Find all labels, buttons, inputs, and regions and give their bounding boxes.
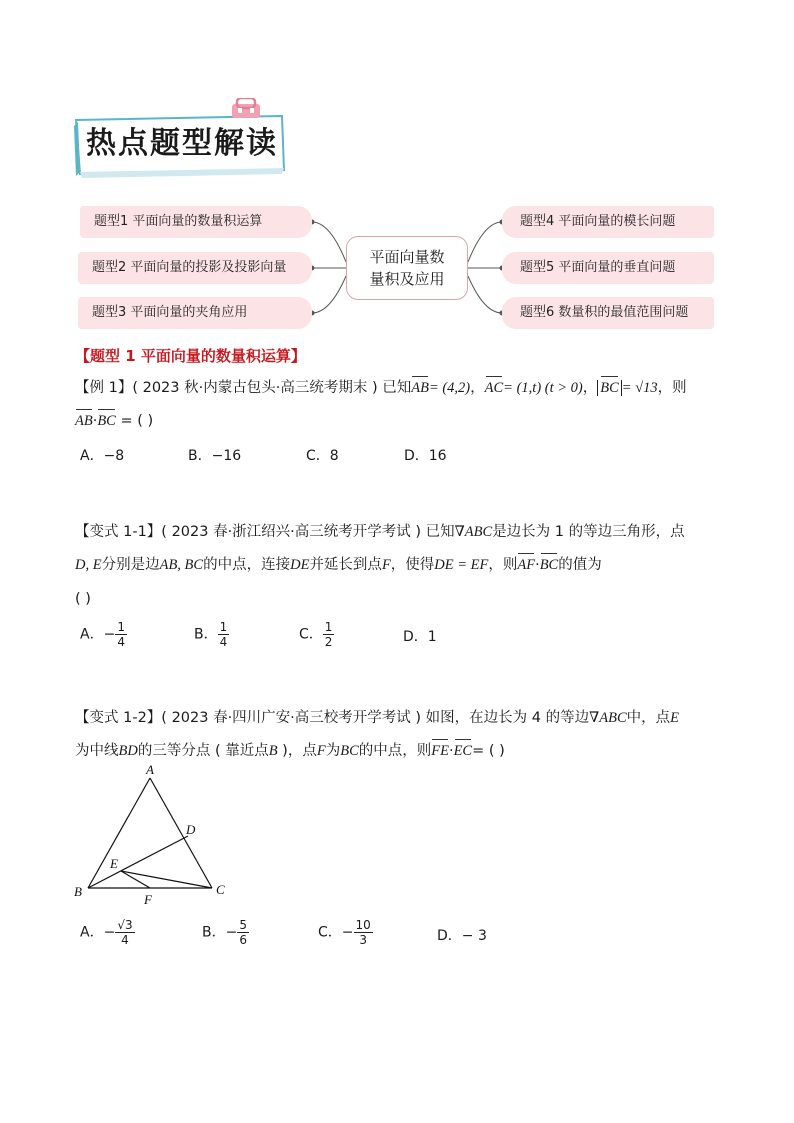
variant-1-1-line-1 <box>75 521 685 543</box>
fraction-a-den: 4 <box>117 635 125 649</box>
fraction-c2-num: 10 <box>355 918 371 932</box>
paperclip-icon <box>228 98 264 124</box>
variant-1-2-option-c <box>318 918 373 947</box>
fraction-b-num: 1 <box>219 620 228 634</box>
variant-1-1-answer-blank: ( ) <box>75 591 91 607</box>
fraction-c-den: 2 <box>324 635 333 649</box>
point-b: B <box>268 743 278 759</box>
label-f: F <box>144 892 152 907</box>
mindmap-topic-4: 题型4 平面向量的模长问题 <box>502 206 714 238</box>
variant-1-1-line-2: D, E分别是边AB, BC的中点，连接DE并延长到点F，使得DE = EF，则AF·BC的值为 <box>75 554 602 576</box>
vector-ec: EC <box>454 740 473 762</box>
example-1-label: 【例 1】 <box>75 380 133 396</box>
fraction-a2-num: √3 <box>117 918 133 932</box>
variant-1-1-text-6: ，则 <box>488 557 518 573</box>
points-d-e: D, E <box>75 557 102 573</box>
variant-1-2-option-a <box>80 918 135 947</box>
example-1-answer-blank: = ( ) <box>120 413 154 429</box>
variant-1-1-option-c <box>299 620 334 649</box>
label-a: A <box>146 762 154 777</box>
fraction-a <box>115 620 127 649</box>
option-b-label: B． <box>194 626 218 643</box>
variant-1-2-text-5: 为 <box>325 743 341 759</box>
fraction-b2-num: 5 <box>239 918 247 932</box>
mindmap-center-line-2: 量积及应用 <box>369 270 445 288</box>
option-c-label: C． <box>299 626 323 643</box>
mindmap-topic-1: 题型1 平面向量的数量积运算 <box>80 206 312 238</box>
variant-1-1-text-5: ，使得 <box>390 557 435 573</box>
fraction-b-2 <box>237 918 249 947</box>
mindmap-center <box>346 236 468 300</box>
example-1-option-a: A．−8 <box>80 448 125 464</box>
example-1-then: ，则 <box>657 380 687 396</box>
example-1-line-1: 【例 1】( 2023 秋·内蒙古包头·高三统考期末 ) 已知AB= (4,2)，AC= (1,t) (t > 0)， BC = √13，则 <box>75 377 687 399</box>
question-vector-ab: AB <box>75 410 93 432</box>
variant-1-2-label: 【变式 1-2】 <box>75 710 162 726</box>
variant-1-2-line-2: 为中线BD的三等分点 ( 靠近点B )，点F为BC的中点，则FE·EC= ( ) <box>75 740 505 762</box>
mindmap-topic-5: 题型5 平面向量的垂直问题 <box>502 252 714 284</box>
vector-ab-value: = (4,2) <box>428 380 471 396</box>
variant-1-2-source: ( 2023 春·四川广安·高三校考开学考试 ) 如图，在边长为 4 的等边 <box>161 710 590 726</box>
fraction-c <box>323 620 335 649</box>
example-1-source: ( 2023 秋·内蒙古包头·高三统考期末 ) 已知 <box>132 380 412 396</box>
variant-1-2-option-b <box>202 918 249 947</box>
mindmap-topic-6: 题型6 数量积的最值范围问题 <box>502 297 714 329</box>
vector-bc-value: = √13 <box>621 380 658 396</box>
variant-1-2-text-1: 中，点 <box>626 710 671 726</box>
fraction-a-2 <box>115 918 134 947</box>
variant-1-2-text-6: 的中点，则 <box>358 743 432 759</box>
triangle-figure <box>68 762 238 910</box>
variant-1-1-option-d: D．1 <box>403 629 437 645</box>
variant-1-2-text-2: 为中线 <box>75 743 119 759</box>
variant-1-2-line-1 <box>75 707 679 729</box>
fraction-c-2 <box>354 918 373 947</box>
triangle-abc: ∇ABC <box>454 524 493 540</box>
variant-1-1-text-1: 是边长为 1 的等边三角形，点 <box>492 524 685 540</box>
side-ac <box>150 778 212 888</box>
variant-1-1-source: ( 2023 春·浙江绍兴·高三统考开学考试 ) 已知 <box>161 524 455 540</box>
fraction-b <box>218 620 230 649</box>
label-d: D <box>186 822 196 837</box>
fraction-a-num: 1 <box>117 620 125 634</box>
fraction-c2-den: 3 <box>359 933 367 947</box>
variant-1-2-text-3: 的三等分点 ( 靠近点 <box>137 743 269 759</box>
variant-1-2-text-4: )，点 <box>277 743 317 759</box>
sides-ab-bc: AB, BC <box>159 557 204 573</box>
point-e: E <box>670 710 679 726</box>
vector-ac: AC <box>485 377 504 399</box>
vector-ac-value: = (1,t) (t > 0) <box>503 380 583 396</box>
point-f: F <box>381 557 391 573</box>
mindmap-center-line-1: 平面向量数 <box>369 248 445 266</box>
segment-bd: BD <box>118 743 138 759</box>
variant-1-1-option-b <box>194 620 229 649</box>
variant-1-1-text-3: 的中点，连接 <box>203 557 291 573</box>
option-c-label-2: C．− <box>318 924 354 941</box>
mindmap-topic-3: 题型3 平面向量的夹角应用 <box>78 297 312 329</box>
vector-fe: FE <box>431 740 449 762</box>
variant-1-1-option-a <box>80 620 127 649</box>
segment-de: DE <box>290 557 310 573</box>
variant-1-1-text-7: 的值为 <box>558 557 602 573</box>
mindmap-topic-2: 题型2 平面向量的投影及投影向量 <box>78 252 312 284</box>
section-banner <box>72 108 286 178</box>
example-1-option-d: D．16 <box>404 448 447 464</box>
vector-ab: AB <box>411 377 429 399</box>
segment-bc: BC <box>340 743 359 759</box>
variant-1-1-text-2: 分别是边 <box>101 557 160 573</box>
label-e: E <box>110 856 118 871</box>
point-f-2: F <box>316 743 326 759</box>
vector-bc: BC <box>600 377 619 399</box>
question-vector-bc: BC <box>97 410 116 432</box>
variant-1-1-label: 【变式 1-1】 <box>75 524 162 540</box>
example-1-option-b: B．−16 <box>188 448 242 464</box>
option-a-label: A．− <box>80 626 116 643</box>
triangle-abc-2: ∇ABC <box>589 710 627 726</box>
banner-title: 热点题型解读 <box>86 126 278 161</box>
fraction-b-den: 4 <box>219 635 228 649</box>
variant-1-2-answer-blank: = ( ) <box>472 743 505 759</box>
fraction-a2-den: 4 <box>121 933 129 947</box>
fraction-c-num: 1 <box>324 620 333 634</box>
label-c: C <box>216 882 225 897</box>
label-b: B <box>74 884 82 899</box>
option-b-label-2: B．− <box>202 924 238 941</box>
fraction-b2-den: 6 <box>239 933 247 947</box>
example-1-option-c: C．8 <box>306 448 339 464</box>
vector-bc-2: BC <box>540 554 559 576</box>
section-heading: 【题型 1 平面向量的数量积运算】 <box>75 347 306 365</box>
variant-1-2-option-d: D．− 3 <box>437 928 487 944</box>
vector-af: AF <box>517 554 535 576</box>
equation-de-ef: DE = EF <box>434 557 489 573</box>
example-1-line-2: AB·BC = ( ) <box>75 410 153 432</box>
option-a-label-2: A．− <box>80 924 116 941</box>
variant-1-1-text-4: 并延长到点 <box>309 557 382 573</box>
